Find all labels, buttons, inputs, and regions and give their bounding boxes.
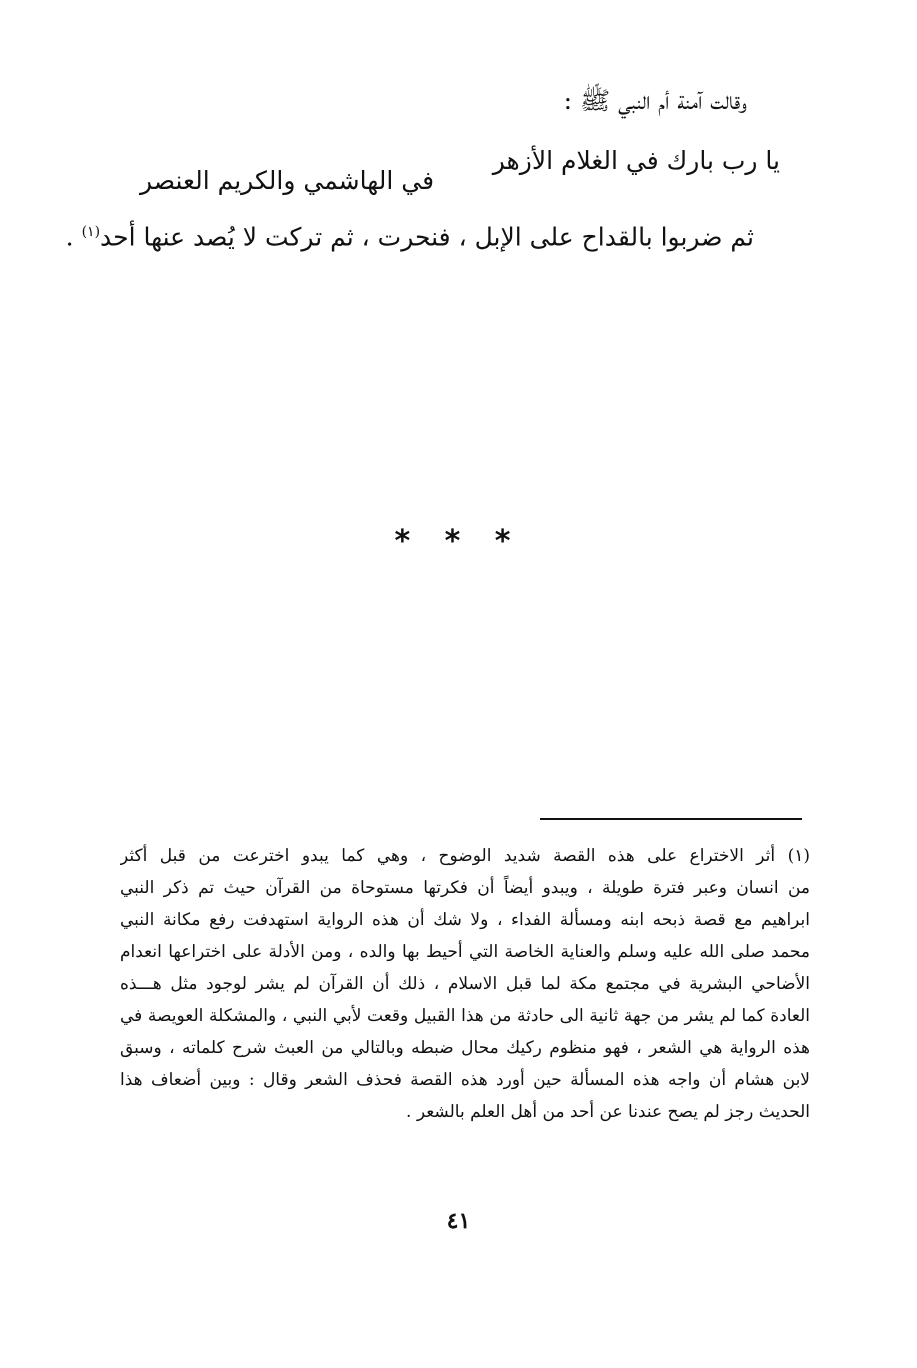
footnote-line: الحديث رجز لم يصح عندنا عن أحد من أهل العلم بالشعر . xyxy=(406,1102,810,1122)
verse-first-hemistich: يا رب بارك في الغلام الأزهر xyxy=(492,146,780,175)
intro-line: وقالت آمنة أم النبي ﷺ : xyxy=(563,86,747,115)
footnote-line: العادة كما لم يشر من جهة ثانية الى حادثة من هذا القبيل وقعت لأبي النبي ، والمشكلة العويصة في xyxy=(120,1006,810,1026)
footnote-divider xyxy=(540,818,802,820)
footnotes-block xyxy=(120,840,810,1128)
footnote-reference: (١) xyxy=(81,224,101,240)
narration-text: ثم ضربوا بالقداح على الإبل ، فنحرت ، ثم تركت لا يُصد عنها أحد xyxy=(100,222,754,252)
footnote-line: (١) أثر الاختراع على هذه القصة شديد الوضوح ، وهي كما يبدو اخترعت من قبل أكثر xyxy=(120,846,810,866)
narration-line xyxy=(66,215,754,254)
narration-end: . xyxy=(65,222,82,252)
poetry-verse xyxy=(140,146,780,195)
footnote-line: محمد صلى الله عليه وسلم والعناية الخاصة التي أحيط بها والده ، ومن الأدلة على اختراعها انعدام xyxy=(120,942,810,962)
footnote-line: من انسان وعبر فترة طويلة ، ويبدو أيضاً أن فكرتها مستوحاة من القرآن حيث تم ذكر النبي xyxy=(120,878,810,898)
page-number: ٤١ xyxy=(446,1208,471,1234)
section-separator: * * * xyxy=(394,524,523,559)
footnote-line: لابن هشام أن واجه هذه المسألة حين أورد هذه القصة فحذف الشعر وقال : وبين أضعاف هذا xyxy=(120,1070,810,1090)
footnote-line: هذه الرواية هي الشعر ، فهو منظوم ركيك محال ضبطه وبالتالي من العبث شرح كلماته ، وسبق xyxy=(120,1038,810,1058)
verse-second-hemistich: في الهاشمي والكريم العنصر xyxy=(140,166,435,195)
footnote-line: الأضاحي البشرية في مجتمع مكة لما قبل الاسلام ، ذلك أن القرآن لم يشر لوجود مثل هـــذه xyxy=(120,974,810,994)
footnote-line: ابراهيم مع قصة ذبحه ابنه ومسألة الفداء ، ولا شك أن هذه الرواية استهدفت رفع مكانة النبي xyxy=(120,910,810,930)
